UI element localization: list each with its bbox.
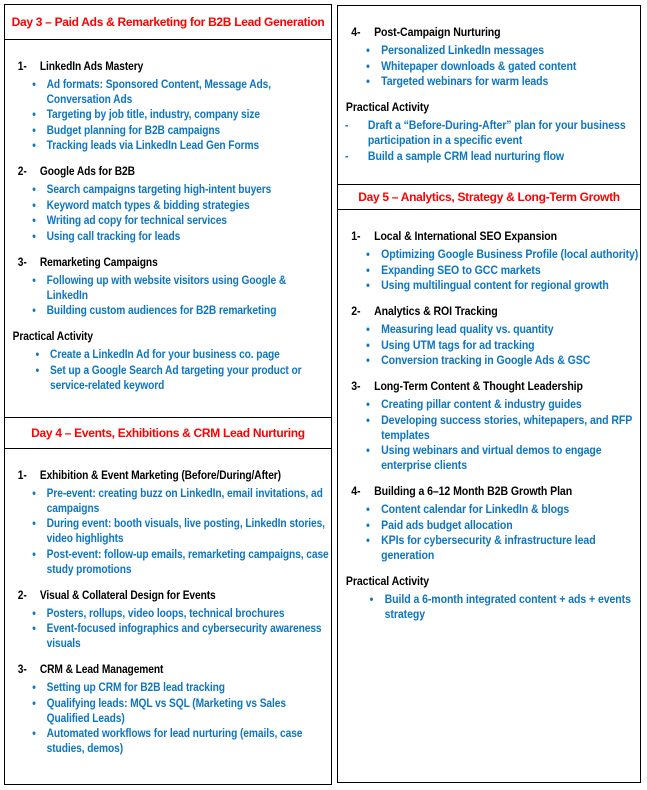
dot-bullet-marker: •	[366, 278, 370, 292]
practical-activity-heading: Practical Activity	[345, 100, 430, 114]
section-title: Google Ads for B2B	[39, 164, 135, 178]
section-title: Visual & Collateral Design for Events	[39, 587, 216, 602]
bullet-item	[338, 533, 639, 563]
bullet-item	[5, 138, 330, 153]
bullet-text: Ad formats: Sponsored Content, Message Ads, Conversation Ads	[46, 76, 272, 106]
bullet-item	[338, 502, 639, 517]
bullet-text: Developing success stories, whitepapers, and RFP templates	[381, 412, 632, 442]
bullet-item	[5, 486, 330, 516]
dot-bullet-marker: •	[32, 516, 36, 530]
bullet-text: Using webinars and virtual demos to engage enterprise clients	[381, 443, 602, 472]
section-number: 3-	[351, 379, 361, 393]
bullet-text: Post-event: follow-up emails, remarketing campaigns, case study promotions	[46, 546, 329, 576]
day-header	[337, 184, 641, 211]
practical-activity-section	[338, 100, 639, 164]
bullet-text: Build a 6-month integrated content + ads + events strategy	[384, 592, 631, 621]
content-inner	[338, 25, 639, 164]
section-title: Remarketing Campaigns	[39, 254, 158, 269]
dot-bullet-marker: •	[32, 546, 36, 561]
section-heading	[5, 255, 330, 270]
section-number: 4-	[351, 484, 361, 498]
dot-bullet-marker: •	[366, 337, 370, 352]
bullet-item	[338, 149, 639, 164]
dot-bullet-marker: •	[366, 322, 370, 336]
section-heading	[5, 59, 330, 74]
bullet-text: Following up with website visitors using Google & LinkedIn	[46, 272, 287, 302]
section-heading	[338, 229, 639, 244]
bullet-item	[338, 397, 639, 412]
content-cell	[337, 5, 641, 185]
bullet-item	[5, 77, 330, 107]
practical-activity-heading: Practical Activity	[12, 329, 93, 343]
bullet-text: Tracking leads via LinkedIn Lead Gen Forms	[46, 138, 260, 152]
bullet-item	[5, 213, 330, 228]
dot-bullet-marker: •	[32, 138, 36, 152]
column-left	[4, 4, 332, 785]
dot-bullet-marker: •	[32, 605, 36, 620]
dot-bullet-marker: •	[32, 107, 36, 121]
dot-bullet-marker: •	[366, 74, 370, 88]
practical-activity-section	[338, 574, 639, 622]
bullet-text: Creating pillar content & industry guides	[381, 397, 582, 411]
section-title: Analytics & ROI Tracking	[374, 304, 498, 318]
section-title: CRM & Lead Management	[39, 662, 164, 676]
bullet-item	[5, 182, 330, 197]
dot-bullet-marker: •	[366, 533, 370, 547]
bullet-item	[338, 413, 639, 443]
section-heading	[338, 25, 639, 40]
dot-bullet-marker: •	[32, 76, 36, 91]
bullet-text: Draft a “Before-During-After” plan for your business participation in a specific event	[367, 118, 626, 147]
numbered-section	[338, 379, 639, 473]
dot-bullet-marker: •	[32, 621, 36, 635]
dot-bullet-marker: •	[32, 228, 36, 243]
dot-bullet-marker: •	[366, 443, 370, 457]
content-inner	[5, 59, 330, 393]
bullet-item	[5, 547, 330, 577]
section-number: 3-	[17, 254, 27, 269]
bullet-item	[5, 516, 330, 546]
bullet-text: Targeted webinars for warm leads	[381, 74, 549, 88]
bullet-item	[5, 621, 330, 651]
section-number: 1-	[17, 58, 27, 73]
bullet-item	[5, 726, 330, 756]
bullet-item	[338, 74, 639, 89]
section-number: 2-	[17, 164, 27, 178]
section-heading	[338, 379, 639, 394]
bullet-item	[5, 363, 330, 393]
bullet-text: Optimizing Google Business Profile (local authority)	[381, 247, 639, 261]
dot-bullet-marker: •	[32, 213, 36, 227]
bullet-text: Set up a Google Search Ad targeting your product or service-related keyword	[50, 362, 302, 392]
dot-bullet-marker: •	[35, 347, 40, 361]
bullet-text: Keyword match types & bidding strategies	[46, 197, 250, 212]
bullet-text: Budget planning for B2B campaigns	[46, 122, 221, 137]
bullet-text: Content calendar for LinkedIn & blogs	[381, 502, 570, 516]
day-header-text: Day 5 – Analytics, Strategy & Long-Term Growth	[358, 189, 620, 204]
bullet-text: Pre-event: creating buzz on LinkedIn, email invitations, ad campaigns	[46, 485, 323, 515]
bullet-text: Whitepaper downloads & gated content	[381, 58, 577, 73]
section-title: Local & International SEO Expansion	[374, 229, 558, 243]
bullet-item	[5, 123, 330, 138]
bullet-item	[338, 43, 639, 58]
bullet-item	[338, 278, 639, 293]
bullet-item	[338, 59, 639, 74]
section-number: 4-	[351, 25, 361, 39]
bullet-text: Conversion tracking in Google Ads & GSC	[381, 353, 591, 367]
dot-bullet-marker: •	[366, 502, 370, 516]
numbered-section	[5, 588, 330, 652]
dot-bullet-marker: •	[366, 262, 370, 277]
dot-bullet-marker: •	[32, 182, 36, 196]
dash-bullet-marker: -	[345, 118, 349, 132]
bullet-item	[338, 518, 639, 533]
dot-bullet-marker: •	[32, 197, 36, 212]
content-cell	[337, 209, 641, 783]
bullet-item	[338, 338, 639, 353]
bullet-item	[338, 118, 639, 148]
day-header-text: Day 4 – Events, Exhibitions & CRM Lead Nurturing	[31, 425, 305, 440]
day-header	[4, 417, 332, 449]
section-heading	[338, 304, 639, 319]
section-heading	[338, 484, 639, 499]
bullet-text: Using call tracking for leads	[46, 228, 181, 243]
numbered-section	[338, 25, 639, 89]
numbered-section	[5, 662, 330, 756]
content-cell	[4, 39, 332, 419]
bullet-item	[338, 322, 639, 337]
bullet-item	[5, 696, 330, 726]
section-title: Post-Campaign Nurturing	[374, 25, 501, 39]
bullet-text: Targeting by job title, industry, company size	[46, 107, 261, 121]
dot-bullet-marker: •	[366, 43, 370, 57]
content-inner	[5, 468, 330, 757]
bullet-item	[338, 263, 639, 278]
section-heading	[5, 662, 330, 677]
dot-bullet-marker: •	[32, 272, 36, 287]
dash-bullet-marker: -	[345, 148, 349, 163]
bullet-item	[5, 606, 330, 621]
bullet-item	[5, 680, 330, 695]
dot-bullet-marker: •	[32, 726, 36, 740]
bullet-text: During event: booth visuals, live posting, LinkedIn stories, video highlights	[46, 516, 325, 545]
content-inner	[338, 229, 639, 622]
bullet-item	[5, 347, 330, 362]
bullet-item	[338, 443, 639, 473]
numbered-section	[5, 164, 330, 244]
bullet-item	[338, 592, 639, 622]
dot-bullet-marker: •	[32, 485, 36, 500]
bullet-text: Create a LinkedIn Ad for your business co. page	[50, 347, 280, 361]
bullet-text: Personalized LinkedIn messages	[381, 43, 544, 57]
bullet-text: Setting up CRM for B2B lead tracking	[46, 680, 225, 694]
bullet-text: Event-focused infographics and cybersecurity awareness visuals	[46, 621, 322, 650]
bullet-text: KPIs for cybersecurity & infrastructure lead generation	[381, 533, 596, 562]
section-heading	[5, 164, 330, 179]
numbered-section	[5, 59, 330, 154]
dot-bullet-marker: •	[32, 122, 36, 137]
section-number: 1-	[351, 229, 361, 243]
dot-bullet-marker: •	[366, 58, 370, 73]
bullet-text: Building custom audiences for B2B remarketing	[46, 303, 277, 317]
bullet-text: Measuring lead quality vs. quantity	[381, 322, 554, 336]
practical-activity-heading: Practical Activity	[345, 574, 430, 588]
numbered-section	[338, 484, 639, 563]
bullet-item	[5, 303, 330, 318]
bullet-item	[5, 107, 330, 122]
dot-bullet-marker: •	[366, 412, 370, 427]
bullet-text: Paid ads budget allocation	[381, 517, 513, 532]
numbered-section	[5, 255, 330, 319]
bullet-item	[5, 229, 330, 244]
dot-bullet-marker: •	[366, 397, 370, 411]
dot-bullet-marker: •	[32, 303, 36, 317]
dot-bullet-marker: •	[35, 362, 40, 377]
bullet-text: Search campaigns targeting high-intent buyers	[46, 182, 272, 196]
section-number: 2-	[17, 587, 27, 602]
bullet-text: Automated workflows for lead nurturing (emails, case studies, demos)	[46, 726, 303, 755]
bullet-text: Using UTM tags for ad tracking	[381, 337, 535, 352]
dot-bullet-marker: •	[32, 680, 36, 694]
bullet-item	[5, 198, 330, 213]
dot-bullet-marker: •	[32, 695, 36, 710]
section-title: Building a 6–12 Month B2B Growth Plan	[374, 484, 573, 498]
dot-bullet-marker: •	[366, 353, 370, 367]
section-title: LinkedIn Ads Mastery	[39, 58, 144, 73]
section-title: Exhibition & Event Marketing (Before/During/After)	[39, 467, 281, 482]
bullet-text: Expanding SEO to GCC markets	[381, 262, 541, 277]
section-heading	[5, 588, 330, 603]
content-cell	[4, 448, 332, 785]
dot-bullet-marker: •	[366, 517, 370, 532]
practical-activity-section	[5, 329, 330, 393]
numbered-section	[5, 468, 330, 577]
dot-bullet-marker: •	[369, 592, 374, 606]
bullet-item	[5, 273, 330, 303]
section-number: 2-	[351, 304, 361, 318]
day-header	[4, 4, 332, 40]
section-heading	[5, 468, 330, 483]
bullet-text: Build a sample CRM lead nurturing flow	[367, 148, 565, 163]
bullet-item	[338, 353, 639, 368]
bullet-text: Writing ad copy for technical services	[46, 213, 227, 227]
section-number: 1-	[17, 467, 27, 482]
numbered-section	[338, 229, 639, 293]
bullet-text: Qualifying leads: MQL vs SQL (Marketing vs Sales Qualified Leads)	[46, 695, 286, 725]
bullet-text: Using multilingual content for regional growth	[381, 278, 609, 292]
column-right	[337, 5, 641, 783]
dot-bullet-marker: •	[366, 247, 370, 261]
bullet-text: Posters, rollups, video loops, technical brochures	[46, 605, 285, 620]
day-header-text: Day 3 – Paid Ads & Remarketing for B2B Lead Generation	[11, 14, 325, 29]
section-title: Long-Term Content & Thought Leadership	[374, 379, 583, 393]
bullet-item	[338, 247, 639, 262]
numbered-section	[338, 304, 639, 368]
section-number: 3-	[17, 662, 27, 676]
